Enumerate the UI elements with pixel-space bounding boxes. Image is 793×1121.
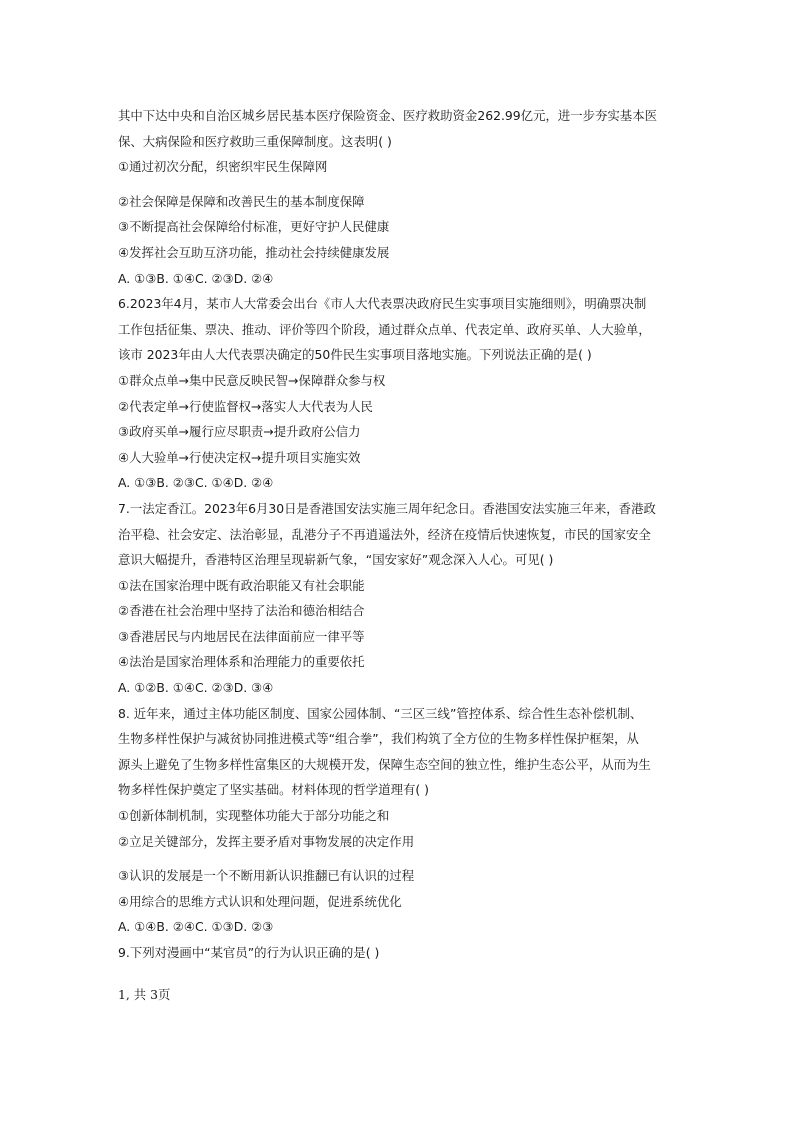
q8-option-1: ①创新体制机制，实现整体功能大于部分功能之和 <box>118 808 390 824</box>
q6-stem-line-2: 工作包括征集、票决、推动、评价等四个阶段，通过群众点单、代表定单、政府买单、人大验单， <box>118 321 651 337</box>
q7-stem-line-3: 意识大幅提升，香港特区治理呈现崭新气象，“国安家好”观念深入人心。可见( ) <box>118 552 554 568</box>
q8-option-4: ④用综合的思维方式认识和处理问题，促进系统优化 <box>118 893 402 909</box>
q5-stem-line-1: 其中下达中央和自治区城乡居民基本医疗保险资金、医疗救助资金262.99亿元，进一步夯实基本医 <box>118 108 657 123</box>
q5-answer-choices: A. ①③B. ①④C. ②③D. ②④ <box>118 270 274 286</box>
q6-option-4: ④人大验单→行使决定权→提升项目实施实效 <box>118 449 361 465</box>
q8-stem-line-4: 物多样性保护奠定了坚实基础。材料体现的哲学道理有( ) <box>118 782 429 798</box>
q8-stem-line-3: 源头上避免了生物多样性富集区的大规模开发，保障生态空间的独立性，维护生态公平，从而为生 <box>118 756 651 772</box>
q6-stem-line-3: 该市 2023年由人大代表票决确定的50件民生实事项目落地实施。下列说法正确的是( ) <box>118 347 592 363</box>
q8-answer-choices: A. ①④B. ②④C. ①③D. ②③ <box>118 919 274 935</box>
q8-option-3: ③认识的发展是一个不断用新认识推翻已有认识的过程 <box>118 868 415 884</box>
q6-option-3: ③政府买单→履行应尽职责→提升政府公信力 <box>118 424 361 440</box>
q7-option-2: ②香港在社会治理中坚持了法治和德治相结合 <box>118 603 365 619</box>
q7-option-4: ④法治是国家治理体系和治理能力的重要依托 <box>118 654 365 670</box>
page-footer: 1, 共 3页 <box>118 987 171 1002</box>
q5-option-2: ②社会保障是保障和改善民生的基本制度保障 <box>118 193 365 209</box>
q5-stem-line-2: 保、大病保险和医疗救助三重保障制度。这表明( ) <box>118 133 392 149</box>
q7-answer-choices: A. ①②B. ①④C. ②③D. ③④ <box>118 680 274 696</box>
q5-option-1: ①通过初次分配，织密织牢民生保障网 <box>118 159 328 175</box>
q6-answer-choices: A. ①③B. ②③C. ①④D. ②④ <box>118 475 274 491</box>
q8-stem-line-2: 生物多样性保护与减贫协同推进模式等“组合拳”，我们构筑了全方位的生物多样性保护框架，从 <box>118 731 639 747</box>
q6-stem-line-1: 6.2023年4月，某市人大常委会出台《市人大代表票决政府民生实事项目实施细则》，明确票决制 <box>118 296 647 312</box>
q7-option-1: ①法在国家治理中既有政治职能又有社会职能 <box>118 577 365 593</box>
q8-stem-line-1: 8. 近年来，通过主体功能区制度、国家公园体制、“三区三线”管控体系、综合性生态补偿机制、 <box>118 705 643 721</box>
question-content <box>118 103 678 966</box>
q7-stem-line-1: 7.一法定香江。2023年6月30日是香港国安法实施三周年纪念日。香港国安法实施三年来，香港政 <box>118 500 656 516</box>
q5-option-3: ③不断提高社会保障给付标准，更好守护人民健康 <box>118 219 390 235</box>
q6-option-2: ②代表定单→行使监督权→落实人大代表为人民 <box>118 398 373 414</box>
q8-option-2: ②立足关键部分，发挥主要矛盾对事物发展的决定作用 <box>118 833 415 849</box>
q5-option-4: ④发挥社会互助互济功能，推动社会持续健康发展 <box>118 244 390 260</box>
q7-stem-line-2: 治平稳、社会安定、法治彰显，乱港分子不再逍遥法外，经济在疫情后快速恢复，市民的国家安全 <box>118 526 651 542</box>
q9-stem: 9.下列对漫画中“某官员”的行为认识正确的是( ) <box>118 945 380 960</box>
q7-option-3: ③香港居民与内地居民在法律面前应一律平等 <box>118 628 365 644</box>
q6-option-1: ①群众点单→集中民意反映民智→保障群众参与权 <box>118 372 386 388</box>
